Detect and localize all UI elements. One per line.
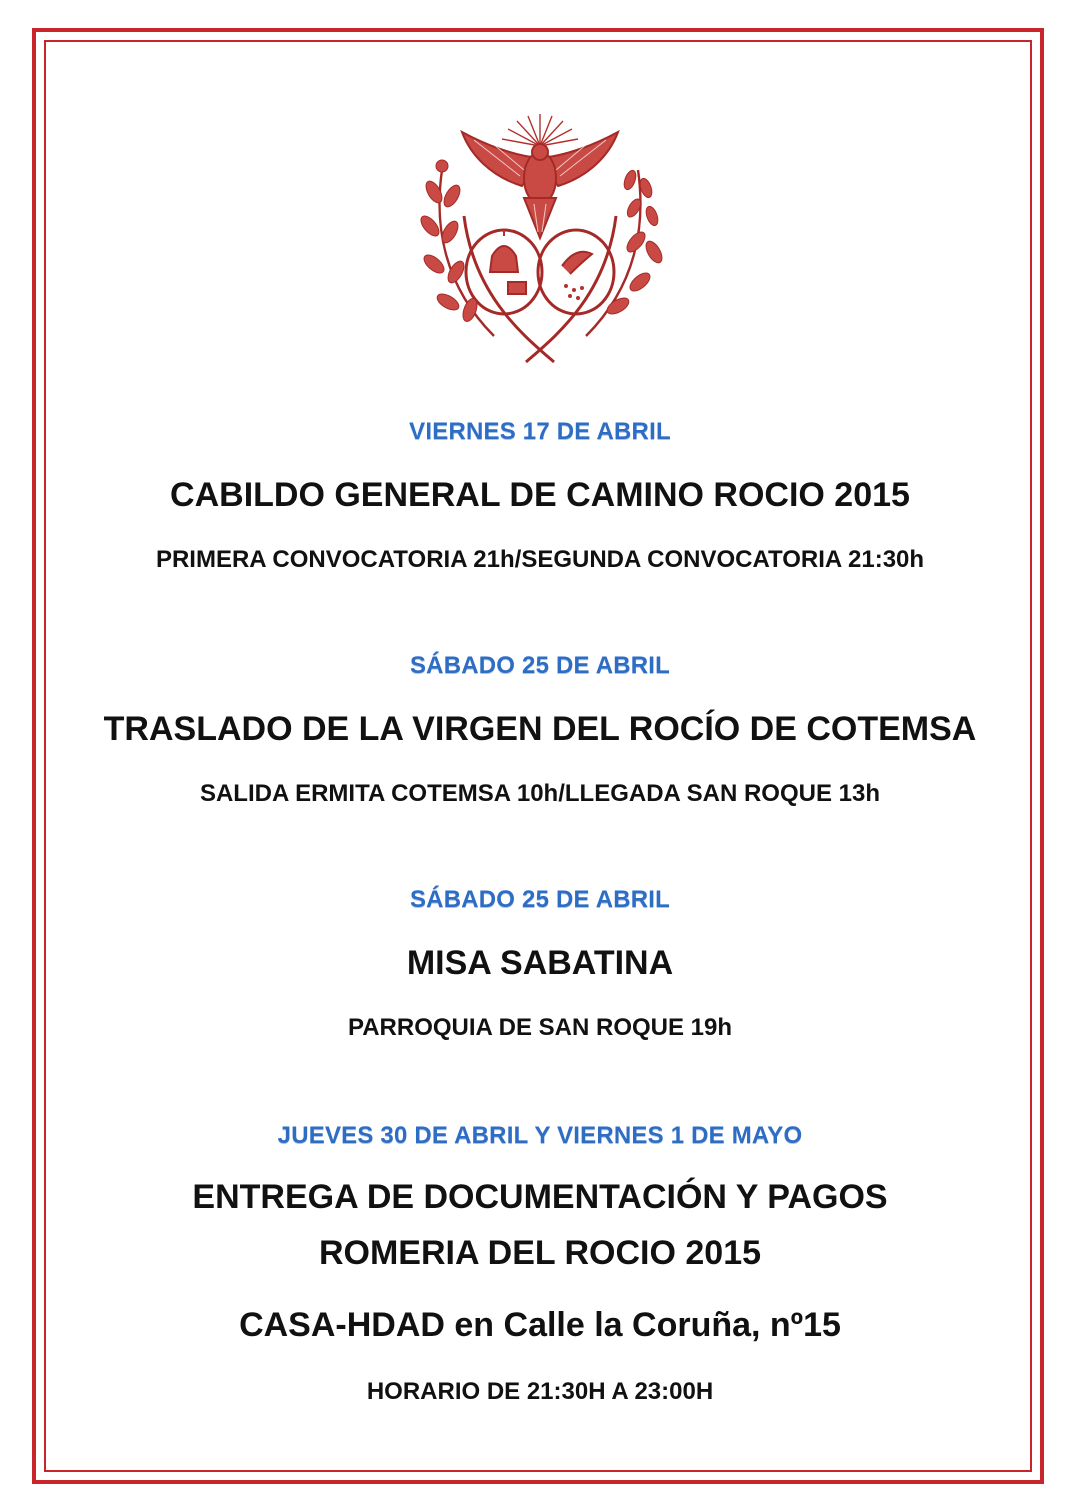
event-3-title: MISA SABATINA: [406, 944, 674, 982]
event-4-title-line1: ENTREGA DE DOCUMENTACIÓN Y PAGOS: [192, 1178, 888, 1216]
event-3-detail: PARROQUIA DE SAN ROQUE 19h: [347, 1014, 733, 1041]
event-4-location: CASA-HDAD en Calle la Coruña, nº15: [239, 1306, 841, 1344]
event-1-detail: PRIMERA CONVOCATORIA 21h/SEGUNDA CONVOCATORIA 21:30h: [155, 546, 925, 573]
event-4-detail: HORARIO DE 21:30H A 23:00H: [366, 1378, 714, 1405]
event-2-title: TRASLADO DE LA VIRGEN DEL ROCÍO DE COTEMSA: [103, 710, 977, 748]
event-3-date: SÁBADO 25 DE ABRIL: [409, 886, 671, 913]
event-1-title: CABILDO GENERAL DE CAMINO ROCIO 2015: [170, 476, 910, 514]
dove-emblem-icon: [404, 96, 676, 372]
event-4-date: JUEVES 30 DE ABRIL Y VIERNES 1 DE MAYO: [277, 1122, 803, 1149]
event-4-title-line2: ROMERIA DEL ROCIO 2015: [318, 1234, 762, 1272]
event-1-date: VIERNES 17 DE ABRIL: [409, 418, 671, 445]
event-2-detail: SALIDA ERMITA COTEMSA 10h/LLEGADA SAN ROQUE 13h: [199, 780, 881, 807]
event-2-date: SÁBADO 25 DE ABRIL: [409, 652, 671, 679]
